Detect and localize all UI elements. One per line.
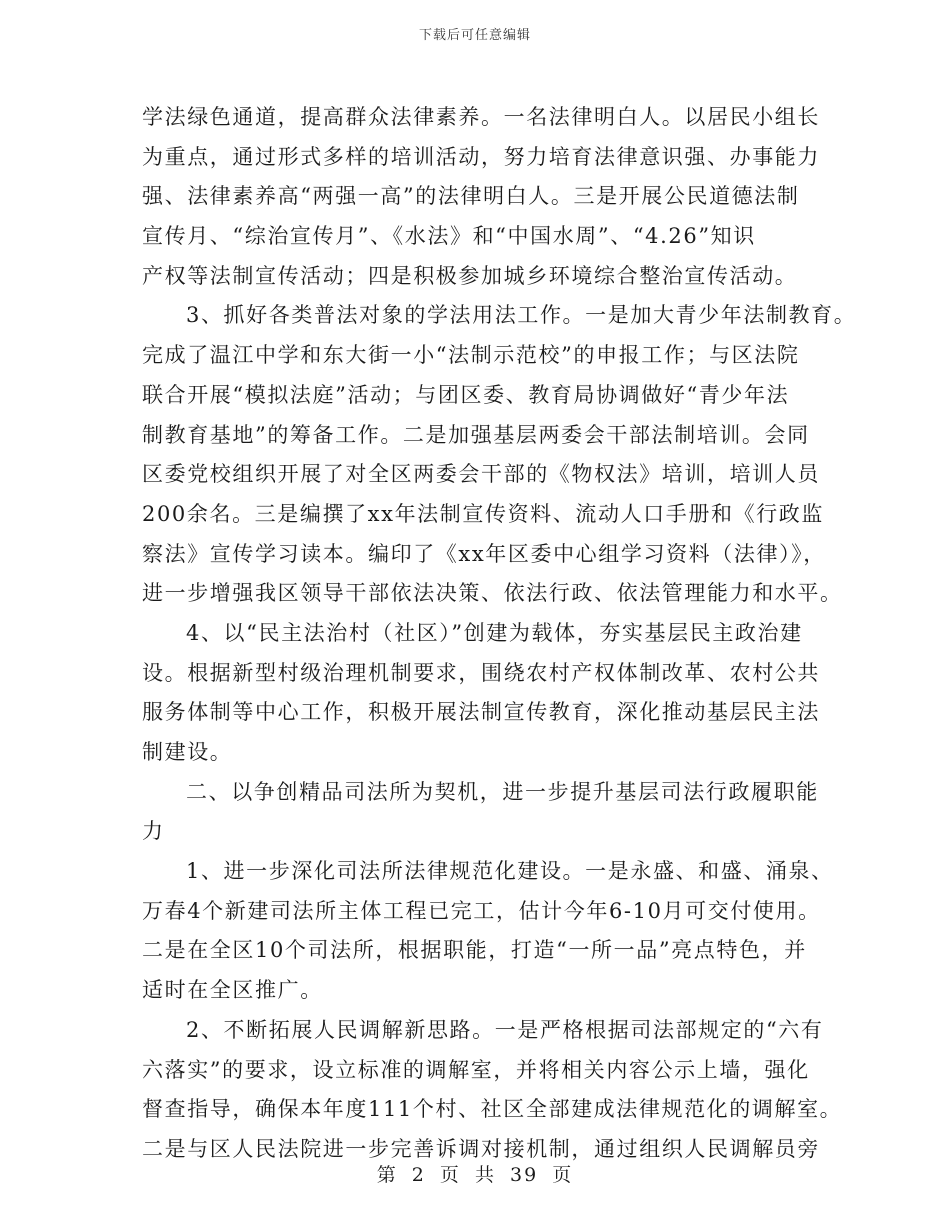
text-line: 万春4个新建司法所主体工程已完工，估计今年6-10月可交付使用。 (142, 898, 821, 923)
document-body (142, 98, 857, 1170)
text-line: 设。根据新型村级治理机制要求，围绕农村产权体制改革、农村公共 (142, 660, 820, 685)
text-line: 六落实”的要求，设立标准的调解室，并将相关内容公示上墙，强化 (142, 1057, 810, 1082)
text-line: 学法绿色通道，提高群众法律素养。一名法律明白人。以居民小组长 (142, 105, 820, 129)
text-line: 二是在全区10个司法所，根据职能，打造“一所一品”亮点特色，并 (142, 938, 807, 963)
text-line: 服务体制等中心工作，积极开展法制宣传教育，深化推动基层民主法 (142, 700, 820, 725)
text-line: 为重点，通过形式多样的培训活动，努力培育法律意识强、办事能力 (142, 144, 820, 169)
text-line: 200余名。三是编撰了xx年法制宣传资料、流动人口手册和《行政监 (142, 501, 824, 526)
text-line: 适时在全区推广。 (142, 978, 323, 1003)
text-line: 督查指导，确保本年度111个村、社区全部建成法律规范化的调解室。 (142, 1097, 843, 1122)
text-line: 察法》宣传学习读本。编印了《xx年区委中心组学习资料（法律）》， (142, 541, 826, 566)
page-header: 下载后可任意编辑 (418, 28, 531, 43)
text-line: 1、进一步深化司法所法律规范化建设。一是永盛、和盛、涌泉、 (186, 859, 834, 884)
text-line: 2、不断拓展人民调解新思路。一是严格根据司法部规定的“六有 (186, 1017, 824, 1042)
text-line: 区委党校组织开展了对全区两委会干部的《物权法》培训，培训人员 (142, 462, 820, 487)
text-line: 产权等法制宣传活动；四是积极参加城乡环境综合整治宣传活动。 (142, 263, 798, 288)
text-line: 完成了温江中学和东大街一小“法制示范校”的申报工作；与区法院 (142, 343, 800, 368)
text-line: 二、以争创精品司法所为契机，进一步提升基层司法行政履职能 (186, 779, 819, 804)
page-footer: 第 2 页 共 39 页 (376, 1164, 574, 1186)
text-line: 宣传月、“综治宣传月”、《水法》和“中国水周”、“4.26”知识 (142, 224, 756, 249)
text-line: 联合开展“模拟法庭”活动；与团区委、教育局协调做好“青少年法 (142, 382, 790, 407)
text-line: 二是与区人民法院进一步完善诉调对接机制，通过组织人民调解员旁 (142, 1136, 820, 1161)
text-line: 力 (142, 819, 165, 844)
text-line: 制建设。 (142, 740, 233, 764)
text-line: 进一步增强我区领导干部依法决策、依法行政、依法管理能力和水平。 (142, 581, 843, 606)
text-line: 强、法律素养高“两强一高”的法律明白人。三是开展公民道德法制 (142, 184, 800, 209)
text-line: 4、以“民主法治村（社区）”创建为载体，夯实基层民主政治建 (186, 620, 803, 645)
text-line: 制教育基地”的筹备工作。二是加强基层两委会干部法制培训。会同 (142, 422, 810, 447)
text-line: 3、抓好各类普法对象的学法用法工作。一是加大青少年法制教育。 (186, 303, 857, 328)
